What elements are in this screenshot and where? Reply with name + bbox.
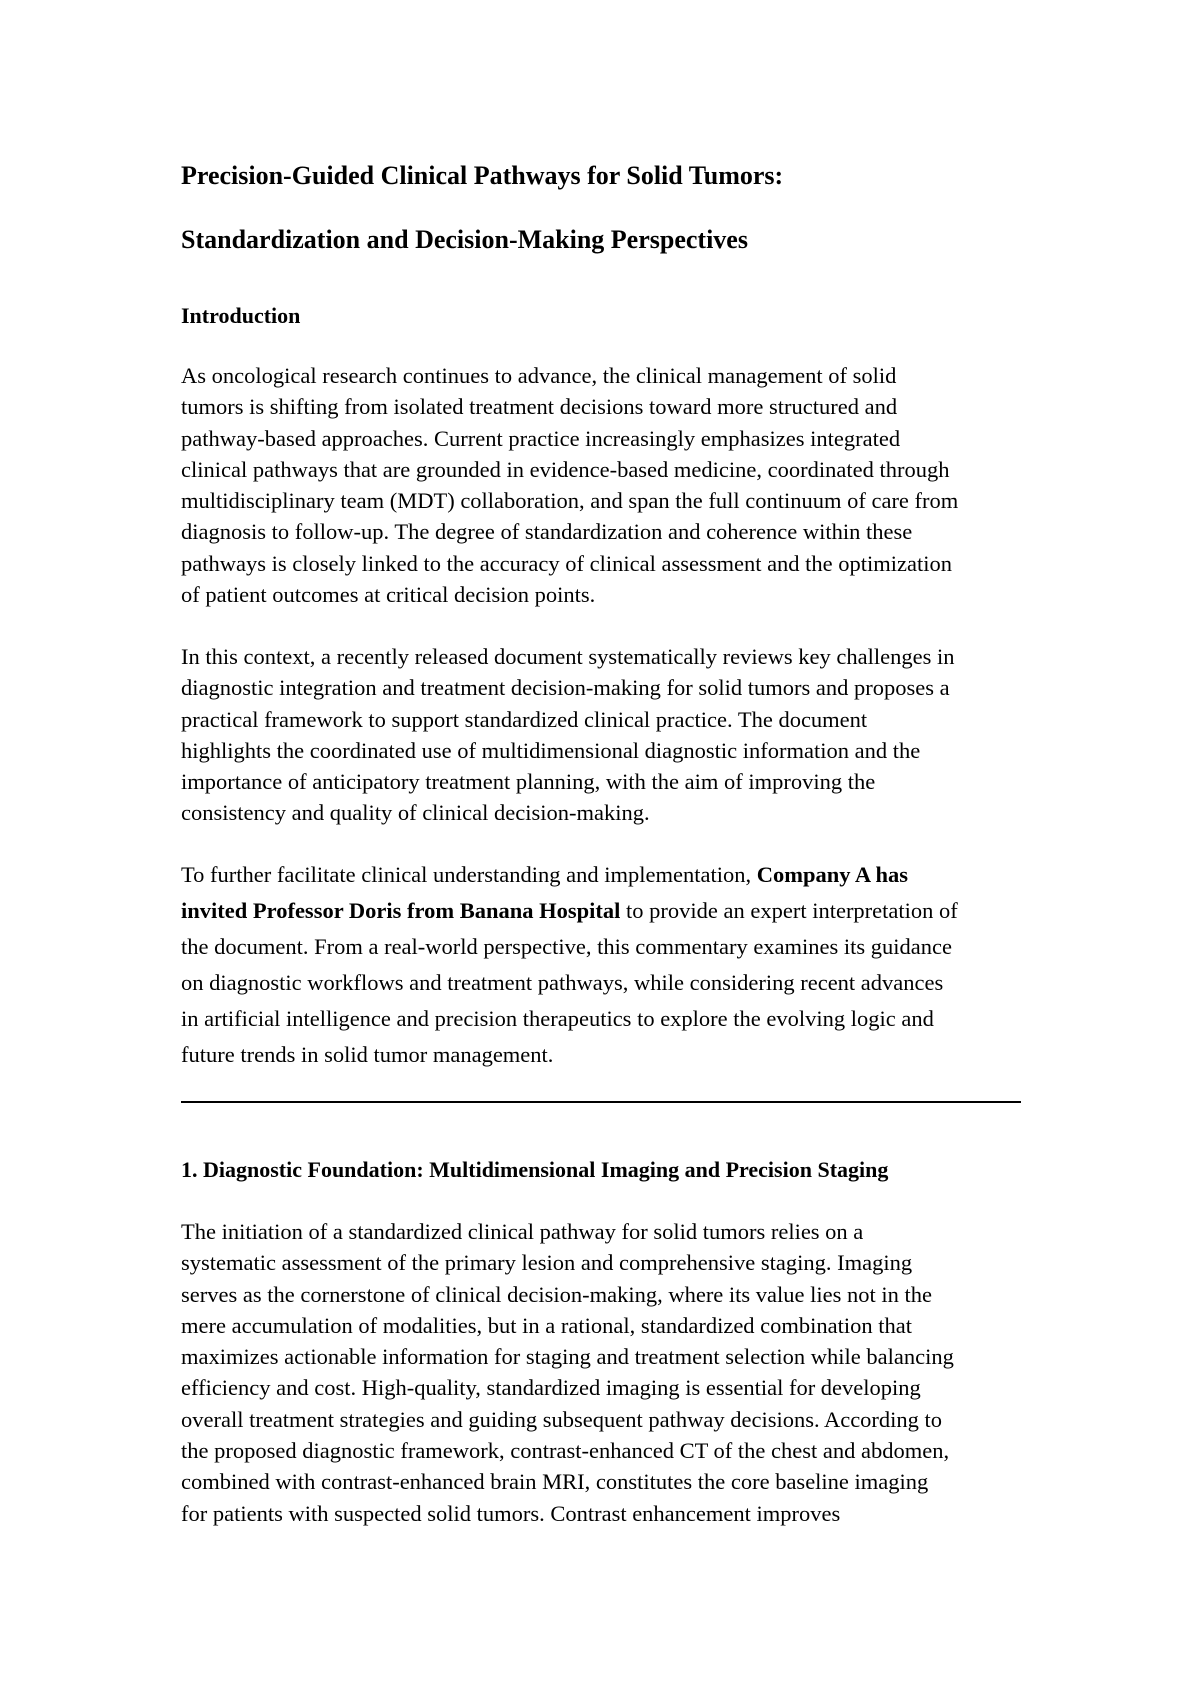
text-line: importance of anticipatory treatment planning, with the aim of improving the [181, 769, 876, 795]
introduction-heading: Introduction [181, 303, 301, 328]
text-line: pathways is closely linked to the accuracy of clinical assessment and the optimization [181, 550, 953, 576]
text-line: diagnostic integration and treatment decision-making for solid tumors and proposes a [181, 675, 950, 701]
text-line [181, 893, 1021, 929]
text-line: systematic assessment of the primary lesion and comprehensive staging. Imaging [181, 1250, 913, 1276]
section-1-heading: 1. Diagnostic Foundation: Multidimensional Imaging and Precision Staging [181, 1157, 889, 1182]
text-line: serves as the cornerstone of clinical decision-making, where its value lies not in the [181, 1281, 933, 1307]
text-line: the document. From a real-world perspective, this commentary examines its guidance [181, 934, 953, 959]
text-line: practical framework to support standardized clinical practice. The document [181, 706, 868, 732]
text-run: To further facilitate clinical understanding and implementation, [181, 862, 757, 887]
text-line: for patients with suspected solid tumors. Contrast enhancement improves [181, 1500, 841, 1526]
introduction-paragraph-2 [181, 641, 1021, 829]
text-line: multidisciplinary team (MDT) collaboration, and span the full continuum of care from [181, 488, 959, 514]
text-line: consistency and quality of clinical decision-making. [181, 800, 650, 826]
document-title-line-1: Precision-Guided Clinical Pathways for Solid Tumors: [181, 161, 784, 190]
text-line: clinical pathways that are grounded in evidence-based medicine, coordinated through [181, 456, 950, 482]
bold-text-run: invited Professor Doris from Banana Hospital [181, 898, 621, 923]
text-line: pathway-based approaches. Current practice increasingly emphasizes integrated [181, 425, 901, 451]
text-line: the proposed diagnostic framework, contrast-enhanced CT of the chest and abdomen, [181, 1438, 950, 1464]
text-line: efficiency and cost. High-quality, standardized imaging is essential for developing [181, 1375, 921, 1401]
text-line: As oncological research continues to advance, the clinical management of solid [181, 363, 897, 388]
text-line: mere accumulation of modalities, but in a rational, standardized combination that [181, 1312, 913, 1338]
text-line: highlights the coordinated use of multidimensional diagnostic information and the [181, 737, 921, 763]
text-run: to provide an expert interpretation of [620, 898, 958, 923]
bold-text-run: Company A has [756, 862, 909, 887]
text-line: on diagnostic workflows and treatment pathways, while considering recent advances [181, 970, 944, 995]
text-line: future trends in solid tumor management. [181, 1042, 554, 1067]
introduction-paragraph-1 [181, 360, 1021, 610]
document-title-line-2: Standardization and Decision-Making Perspectives [181, 225, 748, 254]
text-line: of patient outcomes at critical decision points. [181, 582, 596, 608]
text-line: diagnosis to follow-up. The degree of standardization and coherence within these [181, 519, 913, 545]
text-line: maximizes actionable information for staging and treatment selection while balancing [181, 1344, 954, 1370]
introduction-paragraph-3 [181, 857, 1021, 1073]
text-line: The initiation of a standardized clinical pathway for solid tumors relies on a [181, 1219, 864, 1244]
text-line [181, 857, 1021, 893]
section-1-paragraph-1 [181, 1216, 1021, 1529]
section-divider [181, 1101, 1021, 1103]
text-line: In this context, a recently released document systematically reviews key challenges in [181, 644, 955, 669]
text-line: tumors is shifting from isolated treatment decisions toward more structured and [181, 394, 898, 420]
text-line: overall treatment strategies and guiding subsequent pathway decisions. According to [181, 1406, 943, 1432]
text-line: in artificial intelligence and precision therapeutics to explore the evolving logic and [181, 1006, 934, 1031]
text-line: combined with contrast-enhanced brain MRI, constitutes the core baseline imaging [181, 1469, 929, 1495]
